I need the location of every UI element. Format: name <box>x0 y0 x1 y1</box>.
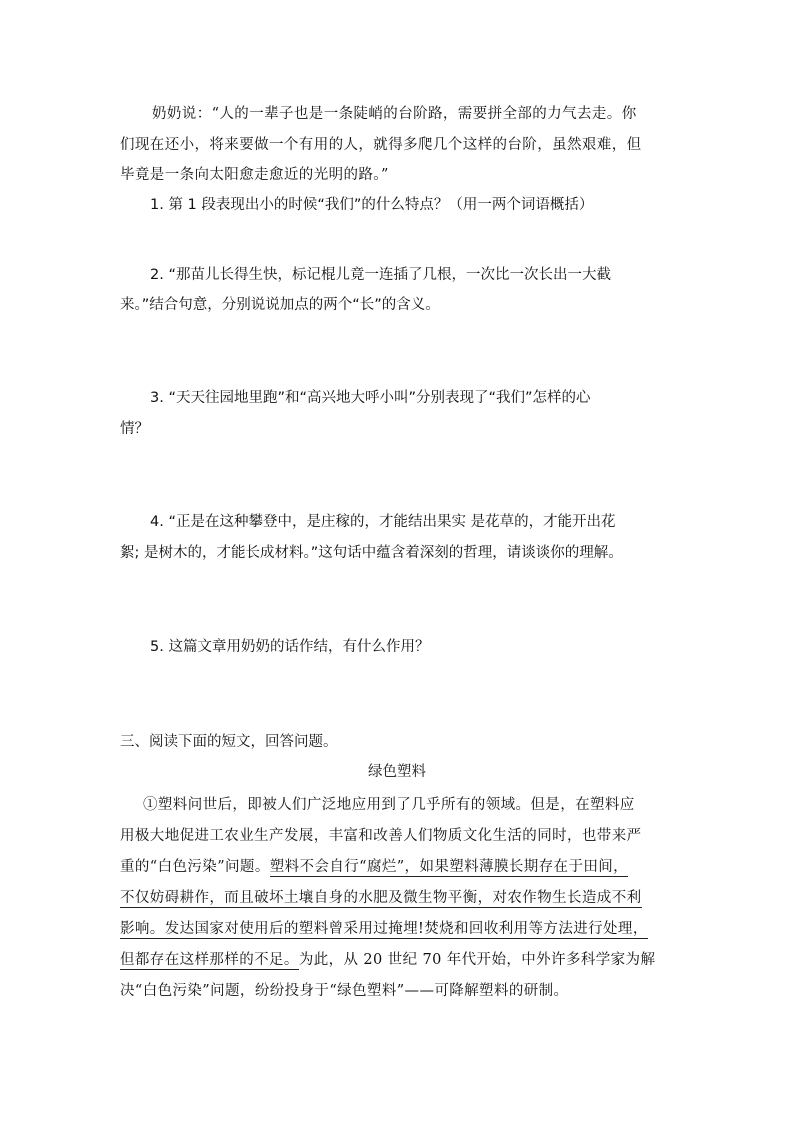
section-3-heading: 三、阅读下面的短文，回答问题。 <box>120 734 338 750</box>
underlined-sentence-part-4: 但都存在这样那样的不足。 <box>120 952 299 968</box>
underlined-sentence-part-1: 塑料不会自行“腐烂”，如果塑料薄膜长期存在于田间， <box>269 859 629 875</box>
passage-line-3: 毕竟是一条向太阳愈走愈近的光明的路。” <box>120 167 389 183</box>
article-title: 绿色塑料 <box>368 764 426 780</box>
passage-line-2: 们现在还小，将来要做一个有用的人，就得多爬几个这样的台阶，虽然艰难，但 <box>120 137 642 153</box>
question-2-line-2: 来。”结合句意，分别说说加点的两个“长”的含义。 <box>120 297 440 313</box>
underlined-sentence-part-3: 影响。发达国家对使用后的塑料曾采用过掩埋!焚烧和回收利用等方法进行处理， <box>120 921 648 937</box>
article-line-6 <box>120 949 655 971</box>
question-5: 5. 这篇文章用奶奶的话作结，有什么作用？ <box>150 639 430 655</box>
question-4-line-1: 4. “正是在这种攀登中，是庄稼的，才能结出果实 是花草的，才能开出花 <box>150 514 616 530</box>
underlined-sentence-part-2: 不仅妨碍耕作，而且破坏土壤自身的水肥及微生物平衡，对农作物生长造成不利 <box>120 890 642 906</box>
article-line-1: ①塑料问世后，即被人们广泛地应用到了几乎所有的领域。但是，在塑料应 <box>143 797 635 813</box>
article-line-3-plain: 重的“白色污染”问题。 <box>120 859 270 875</box>
article-line-5 <box>120 918 648 940</box>
question-4-line-2: 絮; 是树木的，才能长成材料。”这句话中蕴含着深刻的哲理，请谈谈你的理解。 <box>120 545 623 561</box>
question-3-line-1: 3. “天天往园地里跑”和“高兴地大呼小叫”分别表现了“我们”怎样的心 <box>150 390 591 406</box>
question-1: 1. 第 1 段表现出小的时候“我们”的什么特点？（用一两个词语概括） <box>150 197 594 213</box>
article-line-6-plain: 为此，从 20 世纪 70 年代开始，中外许多科学家为解 <box>298 952 656 968</box>
article-line-2: 用极大地促进工农业生产发展，丰富和改善人们物质文化生活的同时，也带来严 <box>120 828 642 844</box>
passage-line-1: 奶奶说：“人的一辈子也是一条陡峭的台阶路，需要拼全部的力气去走。你 <box>152 106 637 122</box>
question-3-line-2: 情？ <box>120 421 149 437</box>
article-line-3 <box>120 856 628 878</box>
article-line-7: 决“白色污染”问题，纷纷投身于“绿色塑料”——可降解塑料的研制。 <box>120 983 569 999</box>
article-line-4 <box>120 887 642 909</box>
question-2-line-1: 2. “那苗儿长得生快，标记棍儿竟一连插了几根，一次比一次长出一大截 <box>150 267 611 283</box>
